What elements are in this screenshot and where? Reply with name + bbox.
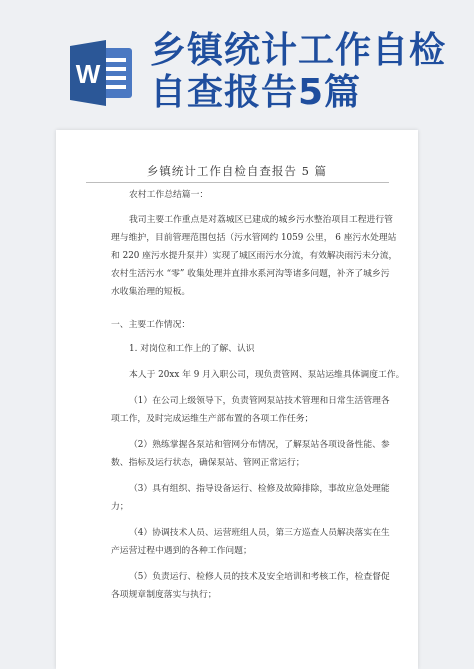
subsection-heading: 1. 对岗位和工作上的了解、认识 bbox=[129, 344, 255, 354]
title-divider bbox=[86, 182, 389, 183]
banner-title bbox=[150, 30, 468, 114]
document-title: 乡镇统计工作自检自查报告 5 篇 bbox=[146, 164, 328, 178]
banner-title-line2: 自查报告5篇 bbox=[150, 72, 362, 113]
list-item-line: （4）协调技术人员、运营班组人员，第三方巡查人员解决落实在生 bbox=[129, 528, 390, 538]
paragraph-line: 理与维护，目前管理范围包括（污水管网约 1059 公里， 6 座污水处理站 bbox=[111, 233, 397, 243]
list-item-line: 力； bbox=[111, 502, 129, 512]
section-heading: 一、主要工作情况： bbox=[111, 320, 191, 330]
banner-title-line1: 乡镇统计工作自检 bbox=[150, 30, 447, 71]
paragraph-line: 和 220 座污水提升泵井）实现了城区雨污水分流，有效解决雨污未分流， bbox=[111, 251, 398, 261]
list-item-line: 产运营过程中遇到的各种工作问题； bbox=[111, 546, 252, 556]
paragraph-line: 本人于 20xx 年 9 月入职公司，现负责管网、泵站运维具体调度工作。 bbox=[129, 370, 405, 380]
paragraph-line: 我司主要工作重点是对荔城区已建成的城乡污水整治项目工程进行管 bbox=[129, 215, 393, 225]
word-document-icon bbox=[66, 38, 136, 108]
list-item-line: （5）负责运行、检修人员的技术及安全培训和考核工作，检查督促 bbox=[129, 572, 390, 582]
paragraph-line: 水收集治理的短板。 bbox=[111, 287, 191, 297]
list-item-line: （1）在公司上级领导下，负责管网泵站技术管理和日常生活管理各 bbox=[129, 396, 390, 406]
banner bbox=[0, 0, 474, 112]
list-item-line: 数、指标及运行状态，确保泵站、管网正常运行； bbox=[111, 458, 305, 468]
paragraph-line: 农村生活污水 “零” 收集处理并直排水系河沟等诸多问题，补齐了城乡污 bbox=[111, 269, 390, 279]
list-item-line: 项工作，及时完成运维生产部布置的各项工作任务； bbox=[111, 414, 314, 424]
svg-text:W: W bbox=[75, 59, 101, 89]
list-item-line: 各项规章制度落实与执行； bbox=[111, 590, 217, 600]
list-item-line: （2）熟练掌握各泵站和管网分布情况，了解泵站各项设备性能、参 bbox=[129, 440, 390, 450]
list-item-line: （3）具有组织、指导设备运行、检修及故障排除，事故应急处理能 bbox=[129, 484, 390, 494]
section-heading: 农村工作总结篇一： bbox=[129, 190, 209, 200]
document-page bbox=[56, 130, 418, 669]
